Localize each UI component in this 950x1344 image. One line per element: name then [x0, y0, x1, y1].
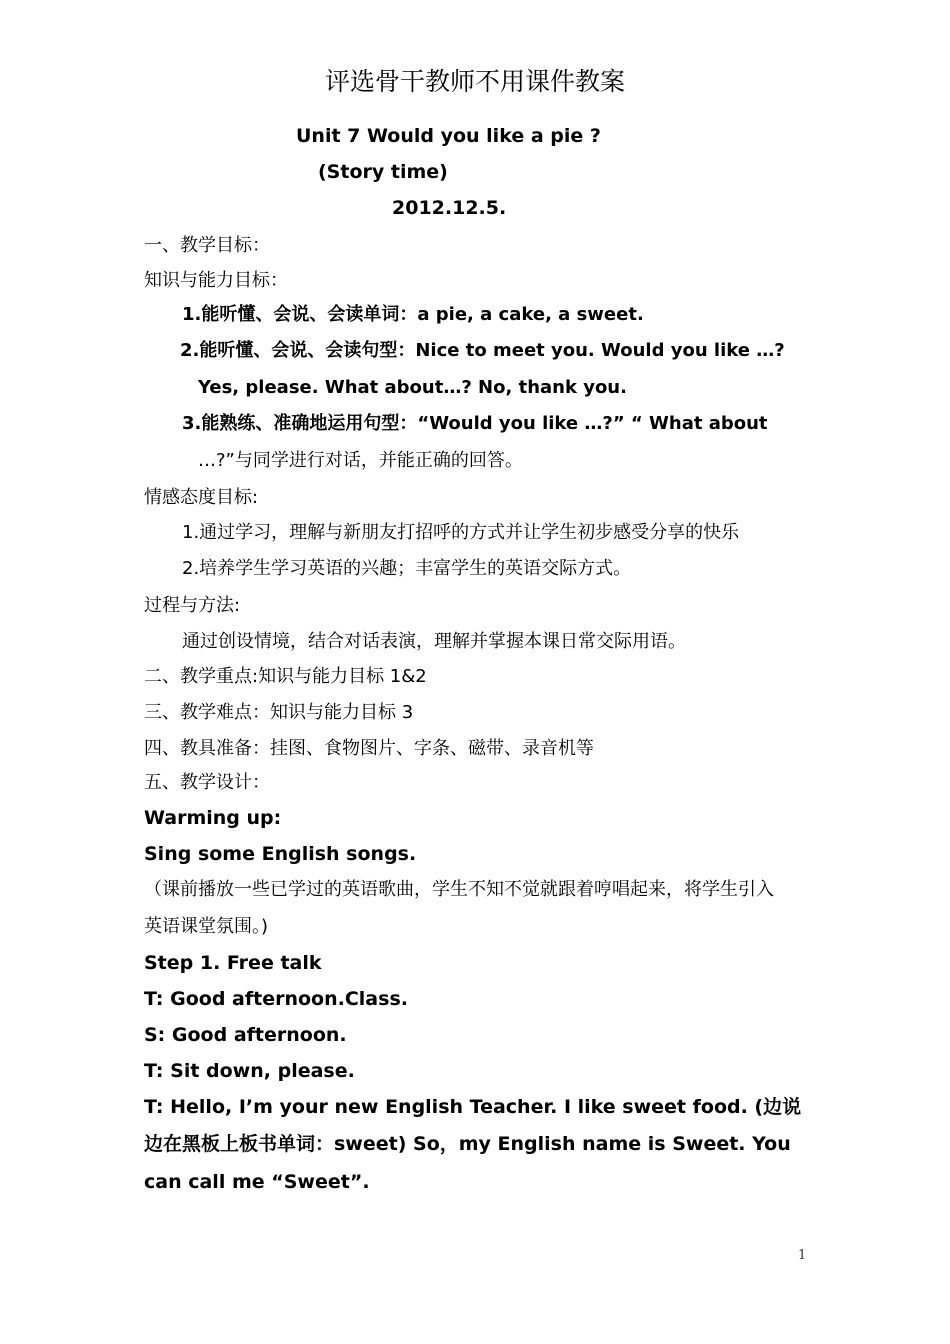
dialogue-line-4: T: Hello, I’m your new English Teacher. I like sweet food. (边说 [144, 1096, 802, 1118]
unit-heading: Unit 7 Would you like a pie ? [296, 125, 601, 147]
page-number: 1 [798, 1248, 807, 1263]
key-points: 二、教学重点:知识与能力目标 1&2 [144, 666, 427, 687]
dialogue-line-2: S: Good afternoon. [144, 1024, 347, 1046]
goal-item-2-continued: Yes, please. What about…? No, thank you. [198, 377, 627, 398]
goal-item-1: 1.能听懂、会说、会读单词：a pie, a cake, a sweet. [182, 304, 644, 325]
lesson-date: 2012.12.5. [392, 197, 507, 219]
emotion-goal-2: 2.培养学生学习英语的兴趣；丰富学生的英语交际方式。 [182, 558, 632, 579]
process-method-heading: 过程与方法: [144, 595, 241, 616]
emotion-goals-heading: 情感态度目标: [144, 487, 259, 508]
section-heading: (Story time) [318, 161, 448, 183]
dialogue-line-4-end: can call me “Sweet”. [144, 1171, 370, 1193]
difficult-points: 三、教学难点：知识与能力目标 3 [144, 702, 414, 723]
dialogue-line-1: T: Good afternoon.Class. [144, 988, 408, 1010]
goal-item-2: 2.能听懂、会说、会读句型：Nice to meet you. Would you like …? [180, 340, 785, 361]
warming-up-text: Sing some English songs. [144, 843, 417, 865]
warming-up-heading: Warming up: [144, 807, 282, 829]
dialogue-line-4-continued: 边在黑板上板书单词：sweet) So，my English name is Sweet. You [144, 1133, 791, 1155]
knowledge-goals-heading: 知识与能力目标： [144, 270, 288, 291]
dialogue-line-3: T: Sit down, please. [144, 1060, 355, 1082]
warming-up-note: （课前播放一些已学过的英语歌曲，学生不知不觉就跟着哼唱起来，将学生引入 [144, 879, 774, 900]
teaching-goals-heading: 一、教学目标： [144, 235, 270, 256]
teaching-design-heading: 五、教学设计： [144, 772, 270, 793]
teaching-aids: 四、教具准备：挂图、食物图片、字条、磁带、录音机等 [144, 738, 594, 759]
document-title: 评选骨干教师不用课件教案 [324, 67, 625, 96]
goal-item-3: 3.能熟练、准确地运用句型：“Would you like …?” “ What about [182, 413, 768, 434]
goal-item-3-continued: …?”与同学进行对话，并能正确的回答。 [198, 450, 523, 471]
emotion-goal-1: 1.通过学习，理解与新朋友打招呼的方式并让学生初步感受分享的快乐 [182, 522, 740, 543]
process-method-text: 通过创设情境，结合对话表演，理解并掌握本课日常交际用语。 [182, 631, 686, 652]
step-1-heading: Step 1. Free talk [144, 952, 322, 974]
warming-up-note-continued: 英语课堂氛围。) [144, 916, 269, 937]
